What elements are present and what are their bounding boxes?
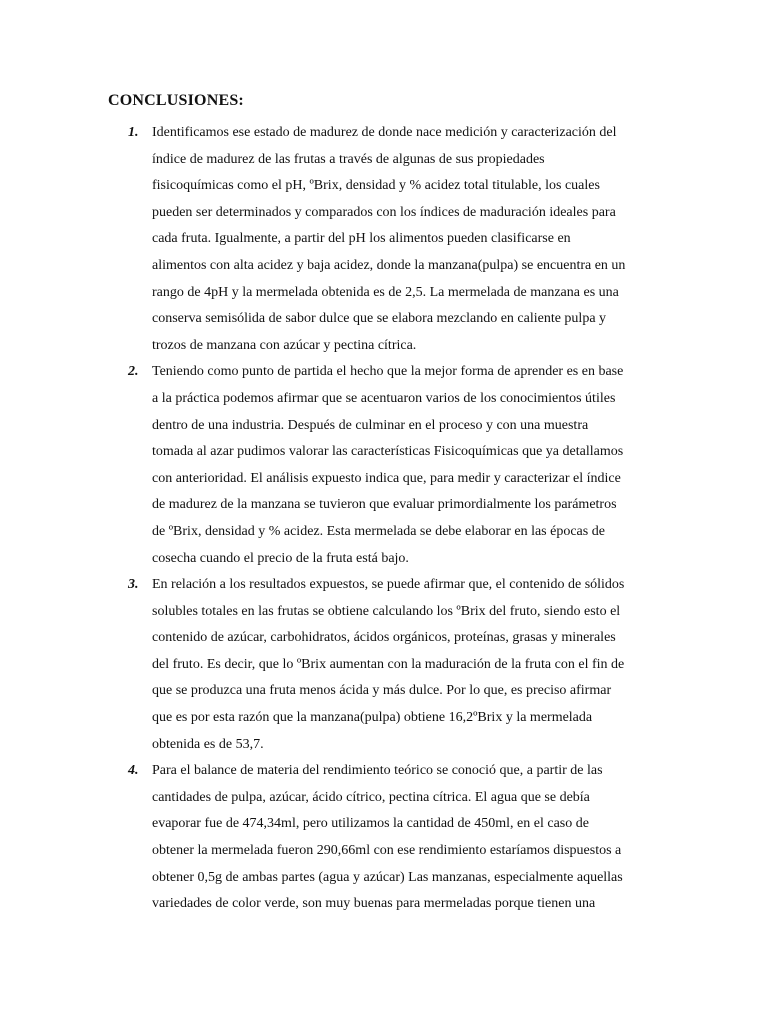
- text-line: Teniendo como punto de partida el hecho que la mejor forma de aprender es en base: [152, 364, 624, 380]
- conclusions-list: [0, 120, 664, 918]
- text-line: cantidades de pulpa, azúcar, ácido cítrico, pectina cítrica. El agua que se debía: [152, 789, 590, 805]
- text-line: obtener 0,5g de ambas partes (agua y azúcar) Las manzanas, especialmente aquellas: [152, 869, 623, 885]
- text-line: rango de 4pH y la mermelada obtenida es de 2,5. La mermelada de manzana es una: [152, 284, 619, 300]
- text-line: contenido de azúcar, carbohidratos, ácidos orgánicos, proteínas, grasas y minerales: [152, 630, 616, 646]
- list-item-text: [152, 359, 664, 572]
- text-line: alimentos con alta acidez y baja acidez, donde la manzana(pulpa) se encuentra en un: [152, 257, 626, 273]
- section-heading: CONCLUSIONES:: [108, 92, 244, 109]
- text-line: trozos de manzana con azúcar y pectina cítrica.: [152, 337, 417, 353]
- list-item-text: [152, 572, 664, 758]
- text-line: fisicoquímicas como el pH, ºBrix, densidad y % acidez total titulable, los cuales: [152, 178, 600, 194]
- text-line: variedades de color verde, son muy buenas para mermeladas porque tienen una: [152, 896, 596, 912]
- text-line: Para el balance de materia del rendimiento teórico se conoció que, a partir de las: [152, 763, 603, 779]
- text-line: dentro de una industria. Después de culminar en el proceso y con una muestra: [152, 417, 589, 433]
- text-line: con anterioridad. El análisis expuesto indica que, para medir y caracterizar el índice: [152, 470, 621, 486]
- list-item-number: 2.: [128, 364, 139, 380]
- text-line: del fruto. Es decir, que lo ºBrix aumentan con la maduración de la fruta con el fin de: [152, 656, 625, 672]
- text-line: cosecha cuando el precio de la fruta está bajo.: [152, 550, 409, 566]
- text-line: a la práctica podemos afirmar que se acentuaron varios de los conocimientos útiles: [152, 390, 616, 406]
- text-line: obtenida es de 53,7.: [152, 736, 264, 752]
- text-line: que es por esta razón que la manzana(pulpa) obtiene 16,2ºBrix y la mermelada: [152, 710, 593, 726]
- list-item: [0, 120, 664, 359]
- text-line: cada fruta. Igualmente, a partir del pH los alimentos pueden clasificarse en: [152, 231, 571, 247]
- list-item: [0, 758, 664, 918]
- text-line: conserva semisólida de sabor dulce que se elabora mezclando en caliente pulpa y: [152, 311, 607, 327]
- list-item: [0, 359, 664, 572]
- text-line: que se produzca una fruta menos ácida y más dulce. Por lo que, es preciso afirmar: [152, 683, 612, 699]
- text-line: evaporar fue de 474,34ml, pero utilizamos la cantidad de 450ml, en el caso de: [152, 816, 589, 832]
- text-line: tomada al azar pudimos valorar las características Fisicoquímicas que ya detallamos: [152, 444, 624, 460]
- text-line: En relación a los resultados expuestos, se puede afirmar que, el contenido de sólidos: [152, 577, 625, 593]
- list-item: [0, 572, 664, 758]
- list-item-number: 3.: [128, 577, 139, 593]
- text-line: Identificamos ese estado de madurez de donde nace medición y caracterización del: [152, 125, 617, 140]
- text-line: solubles totales en las frutas se obtiene calculando los ºBrix del fruto, siendo esto el: [152, 603, 621, 619]
- list-item-number: 1.: [128, 125, 139, 140]
- text-line: de madurez de la manzana se tuvieron que evaluar primordialmente los parámetros: [152, 497, 617, 513]
- list-item-text: [152, 120, 664, 359]
- text-line: pueden ser determinados y comparados con los índices de maduración ideales para: [152, 204, 616, 220]
- list-item-text: [152, 758, 664, 918]
- text-line: obtener la mermelada fueron 290,66ml con ese rendimiento estaríamos dispuestos a: [152, 843, 622, 859]
- text-line: índice de madurez de las frutas a través de algunas de sus propiedades: [152, 151, 545, 167]
- list-item-number: 4.: [128, 763, 139, 779]
- text-line: de ºBrix, densidad y % acidez. Esta mermelada se debe elaborar en las épocas de: [152, 523, 605, 539]
